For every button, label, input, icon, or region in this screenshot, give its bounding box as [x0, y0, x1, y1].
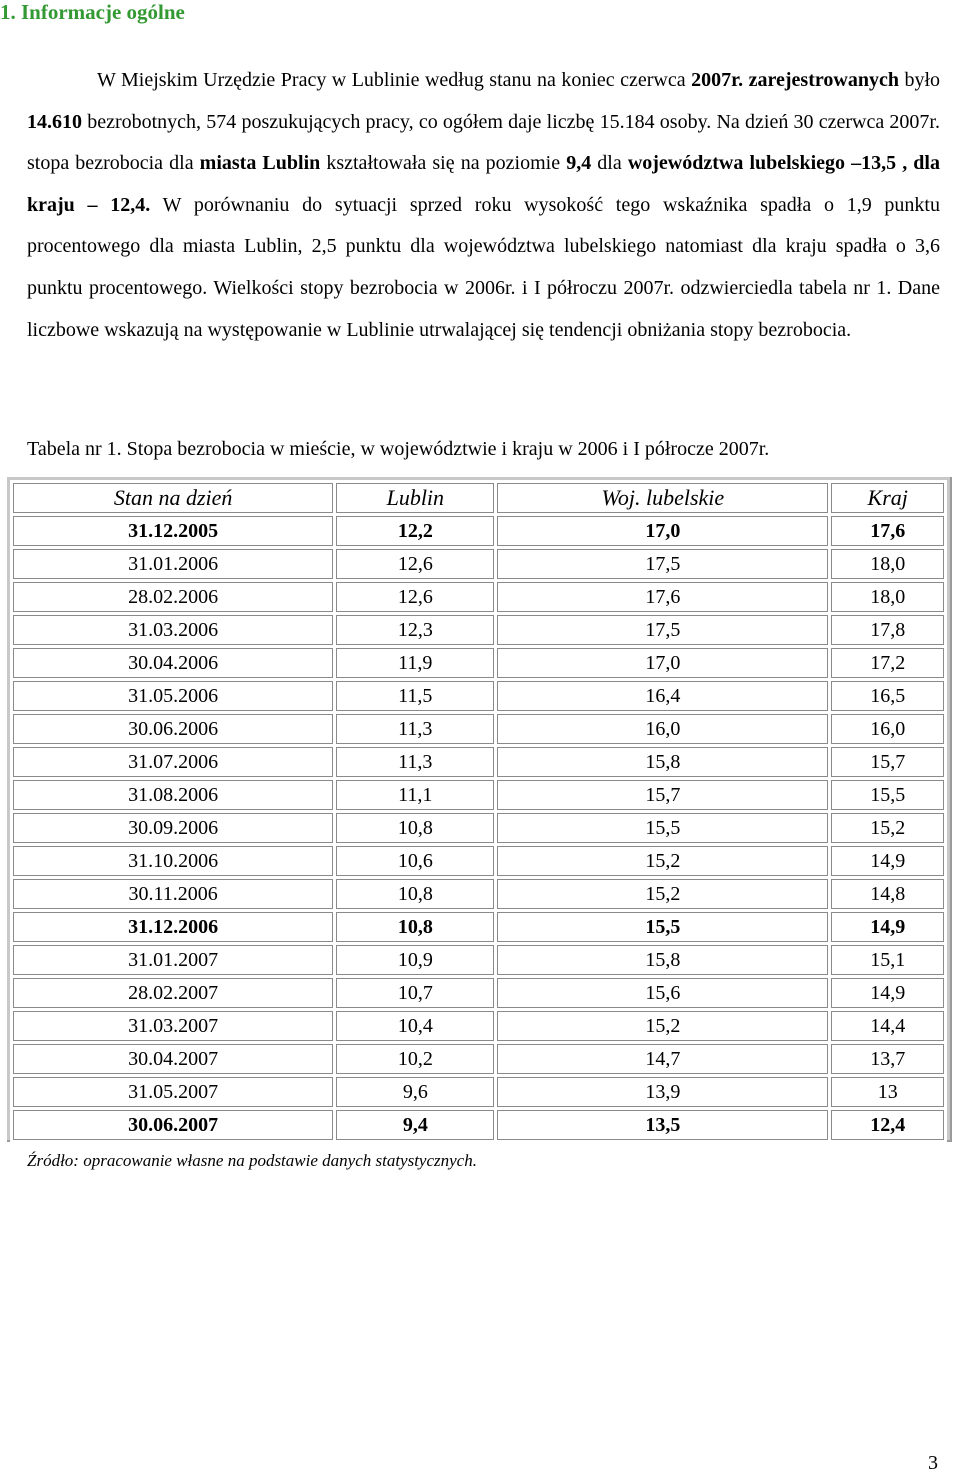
table-cell: 17,6 — [497, 582, 828, 612]
table-row — [13, 978, 944, 1008]
header-date: Stan na dzień — [13, 483, 333, 513]
table-cell: 30.04.2006 — [13, 648, 333, 678]
table-cell: 10,8 — [336, 813, 494, 843]
table-row — [13, 912, 944, 942]
table-cell: 10,9 — [336, 945, 494, 975]
table-cell: 15,5 — [497, 912, 828, 942]
table-cell: 30.06.2006 — [13, 714, 333, 744]
table-row — [13, 714, 944, 744]
table-cell: 17,6 — [831, 516, 944, 546]
table-cell: 15,5 — [831, 780, 944, 810]
unemployment-table — [10, 480, 947, 1143]
table-row — [13, 1011, 944, 1041]
table-cell: 15,6 — [497, 978, 828, 1008]
table-cell: 12,6 — [336, 549, 494, 579]
table-cell: 31.12.2006 — [13, 912, 333, 942]
table-cell: 12,3 — [336, 615, 494, 645]
header-voivodeship: Woj. lubelskie — [497, 483, 828, 513]
table-cell: 12,2 — [336, 516, 494, 546]
para-text-4: kształtowała się na poziomie — [320, 152, 567, 175]
table-row — [13, 945, 944, 975]
table-row — [13, 615, 944, 645]
table-cell: 30.11.2006 — [13, 879, 333, 909]
table-cell: 10,8 — [336, 879, 494, 909]
table-cell: 17,8 — [831, 615, 944, 645]
table-cell: 14,9 — [831, 912, 944, 942]
para-text-5: dla — [591, 152, 628, 175]
para-bold-3: miasta Lublin — [199, 152, 321, 175]
table-cell: 14,7 — [497, 1044, 828, 1074]
para-text-3: bezrobotnych, 574 poszukujących pracy, co ogółem daje liczbę 15.184 osoby. Na dzień 30 czerwca 2007r. stopa bezrobocia dla — [27, 110, 940, 175]
table-row — [13, 879, 944, 909]
header-lublin: Lublin — [336, 483, 494, 513]
table-row — [13, 582, 944, 612]
table-cell: 28.02.2006 — [13, 582, 333, 612]
table-cell: 31.05.2007 — [13, 1077, 333, 1107]
table-cell: 9,4 — [336, 1110, 494, 1140]
table-cell: 16,4 — [497, 681, 828, 711]
table-cell: 11,5 — [336, 681, 494, 711]
table-row — [13, 1077, 944, 1107]
table-cell: 30.09.2006 — [13, 813, 333, 843]
table-cell: 17,5 — [497, 549, 828, 579]
para-text-2: było — [898, 69, 941, 91]
table-row — [13, 846, 944, 876]
table-row — [13, 747, 944, 777]
table-cell: 9,6 — [336, 1077, 494, 1107]
table-cell: 15,5 — [497, 813, 828, 843]
table-cell: 17,5 — [497, 615, 828, 645]
table-row — [13, 516, 944, 546]
table-cell: 10,8 — [336, 912, 494, 942]
table-cell: 30.04.2007 — [13, 1044, 333, 1074]
unemployment-table-frame — [7, 477, 952, 1142]
table-cell: 14,8 — [831, 879, 944, 909]
table-cell: 28.02.2007 — [13, 978, 333, 1008]
table-cell: 15,8 — [497, 945, 828, 975]
table-cell: 13 — [831, 1077, 944, 1107]
table-cell: 31.01.2007 — [13, 945, 333, 975]
table-cell: 15,2 — [497, 846, 828, 876]
table-caption: Tabela nr 1. Stopa bezrobocia w mieście, w województwie i kraju w 2006 i I półrocze 2007r. — [27, 438, 770, 460]
table-cell: 16,0 — [497, 714, 828, 744]
table-cell: 11,1 — [336, 780, 494, 810]
table-cell: 31.10.2006 — [13, 846, 333, 876]
table-cell: 10,4 — [336, 1011, 494, 1041]
table-cell: 15,2 — [831, 813, 944, 843]
table-row — [13, 780, 944, 810]
table-row — [13, 549, 944, 579]
table-header-row — [13, 483, 944, 513]
table-cell: 10,6 — [336, 846, 494, 876]
source-note: Źródło: opracowanie własne na podstawie danych statystycznych. — [27, 1151, 477, 1170]
table-cell: 31.03.2006 — [13, 615, 333, 645]
table-cell: 18,0 — [831, 582, 944, 612]
table-cell: 31.03.2007 — [13, 1011, 333, 1041]
header-country: Kraj — [831, 483, 944, 513]
table-cell: 12,4 — [831, 1110, 944, 1140]
table-cell: 31.01.2006 — [13, 549, 333, 579]
table-cell: 15,8 — [497, 747, 828, 777]
table-row — [13, 1110, 944, 1140]
para-bold-4: 9,4 — [566, 152, 592, 175]
para-bold-1: 2007r. zarejestrowanych — [691, 69, 899, 91]
table-row — [13, 681, 944, 711]
table-cell: 15,7 — [831, 747, 944, 777]
para-text-1: W Miejskim Urzędzie Pracy w Lublinie według stanu na koniec czerwca — [97, 69, 692, 91]
para-bold-5: województwa lubelskiego –13,5 , dla kraju – 12,4. — [27, 152, 940, 216]
table-cell: 17,2 — [831, 648, 944, 678]
table-row — [13, 813, 944, 843]
table-row — [13, 648, 944, 678]
intro-paragraph — [27, 60, 940, 351]
table-cell: 31.08.2006 — [13, 780, 333, 810]
table-cell: 30.06.2007 — [13, 1110, 333, 1140]
table-cell: 15,7 — [497, 780, 828, 810]
table-cell: 14,9 — [831, 846, 944, 876]
table-cell: 16,0 — [831, 714, 944, 744]
table-row — [13, 1044, 944, 1074]
table-cell: 10,2 — [336, 1044, 494, 1074]
section-heading: 1. Informacje ogólne — [0, 0, 185, 24]
table-cell: 13,7 — [831, 1044, 944, 1074]
table-cell: 17,0 — [497, 648, 828, 678]
table-cell: 14,4 — [831, 1011, 944, 1041]
table-cell: 11,3 — [336, 714, 494, 744]
table-cell: 18,0 — [831, 549, 944, 579]
table-cell: 31.12.2005 — [13, 516, 333, 546]
table-cell: 13,5 — [497, 1110, 828, 1140]
table-cell: 31.07.2006 — [13, 747, 333, 777]
table-cell: 15,1 — [831, 945, 944, 975]
table-cell: 11,9 — [336, 648, 494, 678]
para-text-6: W porównaniu do sytuacji sprzed roku wysokość tego wskaźnika spadła o 1,9 punktu procentowego dla miasta Lublin, 2,5 punktu dla województwa lubelskiego natomiast dla kraju spadła o 3,6 punktu procentowego. Wielkości stopy bezrobocia w 2006r. i I półroczu 2007r. odzwierciedla tabela nr 1. Dane liczbowe wskazują na występowanie w Lublinie utrwalającej się tendencji obniżania stopy bezrobocia. — [27, 193, 940, 341]
para-bold-2: 14.610 — [27, 110, 82, 133]
table-cell: 16,5 — [831, 681, 944, 711]
table-cell: 31.05.2006 — [13, 681, 333, 711]
table-cell: 12,6 — [336, 582, 494, 612]
table-cell: 11,3 — [336, 747, 494, 777]
table-body — [13, 516, 944, 1140]
table-cell: 14,9 — [831, 978, 944, 1008]
table-cell: 15,2 — [497, 1011, 828, 1041]
table-cell: 15,2 — [497, 879, 828, 909]
table-cell: 17,0 — [497, 516, 828, 546]
table-cell: 13,9 — [497, 1077, 828, 1107]
table-cell: 10,7 — [336, 978, 494, 1008]
page-number: 3 — [928, 1452, 938, 1474]
